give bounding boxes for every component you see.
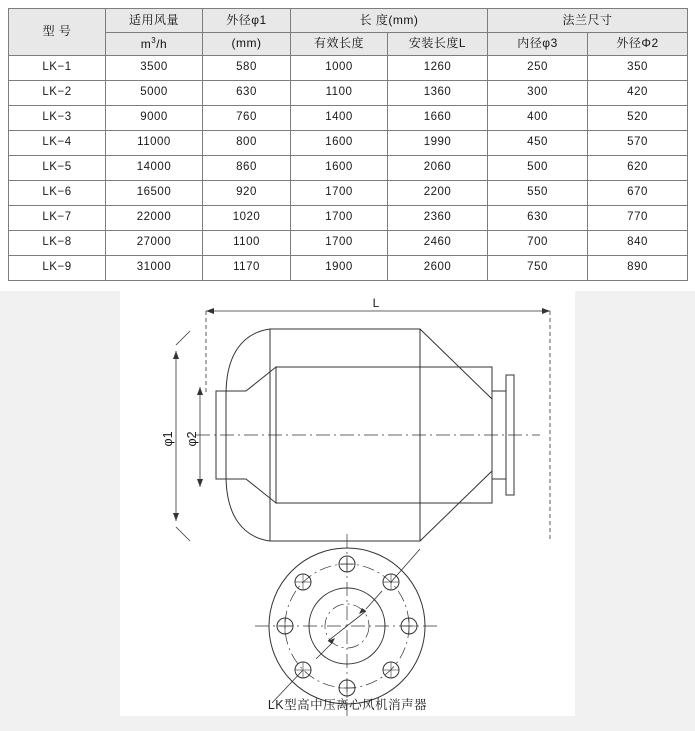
cell-flange-inner-diameter: 400 — [488, 106, 588, 131]
column-header-model: 型 号 — [9, 9, 106, 56]
cell-outer-diameter: 860 — [203, 156, 291, 181]
label-length-L: L — [372, 296, 380, 310]
cell-airflow: 3500 — [106, 56, 203, 81]
cell-flange-inner-diameter: 250 — [488, 56, 588, 81]
table-row — [9, 206, 688, 231]
cell-model: LK−5 — [9, 156, 106, 181]
column-header-flange-outer-diameter: 外径Φ2 — [588, 33, 688, 56]
cell-outer-diameter: 920 — [203, 181, 291, 206]
cell-flange-outer-diameter: 770 — [588, 206, 688, 231]
silencer-technical-drawing — [120, 291, 575, 716]
column-header-install-length: 安装长度L — [388, 33, 488, 56]
cell-effective-length: 1700 — [291, 181, 388, 206]
flange-front-view — [255, 534, 439, 716]
cell-model: LK−2 — [9, 81, 106, 106]
column-header-flange-group: 法兰尺寸 — [488, 9, 688, 33]
label-phi2: φ2 — [185, 431, 199, 447]
cell-model: LK−9 — [9, 256, 106, 281]
cell-airflow: 14000 — [106, 156, 203, 181]
cell-flange-outer-diameter: 840 — [588, 231, 688, 256]
column-header-airflow: 适用风量 — [106, 9, 203, 33]
table-head — [9, 9, 688, 56]
table-row — [9, 131, 688, 156]
cell-outer-diameter: 580 — [203, 56, 291, 81]
figure-area — [0, 291, 695, 731]
cell-effective-length: 1700 — [291, 231, 388, 256]
cell-install-length: 2600 — [388, 256, 488, 281]
cell-effective-length: 1700 — [291, 206, 388, 231]
cell-effective-length: 1900 — [291, 256, 388, 281]
table-body — [9, 56, 688, 281]
cell-flange-inner-diameter: 700 — [488, 231, 588, 256]
column-header-airflow-unit: $m^3/h$ — [106, 33, 203, 56]
spec-table-container — [0, 0, 695, 281]
cell-flange-inner-diameter: 750 — [488, 256, 588, 281]
table-row — [9, 156, 688, 181]
cell-flange-inner-diameter: 550 — [488, 181, 588, 206]
cell-model: LK−4 — [9, 131, 106, 156]
table-row — [9, 81, 688, 106]
cell-model: LK−6 — [9, 181, 106, 206]
cell-install-length: 1360 — [388, 81, 488, 106]
dimension-length — [206, 308, 550, 541]
table-row — [9, 106, 688, 131]
cell-outer-diameter: 800 — [203, 131, 291, 156]
cell-effective-length: 1100 — [291, 81, 388, 106]
table-header-row-2 — [9, 33, 688, 56]
cell-airflow: 31000 — [106, 256, 203, 281]
column-header-effective-length: 有效长度 — [291, 33, 388, 56]
cell-outer-diameter: 1170 — [203, 256, 291, 281]
cell-effective-length: 1600 — [291, 156, 388, 181]
table-row — [9, 256, 688, 281]
cell-airflow: 5000 — [106, 81, 203, 106]
cell-install-length: 2360 — [388, 206, 488, 231]
table-row — [9, 231, 688, 256]
cell-flange-outer-diameter: 520 — [588, 106, 688, 131]
table-row — [9, 56, 688, 81]
cell-effective-length: 1400 — [291, 106, 388, 131]
cell-flange-outer-diameter: 890 — [588, 256, 688, 281]
label-phi1: φ1 — [161, 431, 175, 447]
spec-table — [8, 8, 688, 281]
cell-install-length: 1260 — [388, 56, 488, 81]
cell-outer-diameter: 1100 — [203, 231, 291, 256]
cell-outer-diameter: 1020 — [203, 206, 291, 231]
cell-install-length: 1990 — [388, 131, 488, 156]
cell-airflow: 27000 — [106, 231, 203, 256]
cell-model: LK−8 — [9, 231, 106, 256]
cell-effective-length: 1600 — [291, 131, 388, 156]
cell-flange-inner-diameter: 450 — [488, 131, 588, 156]
cell-airflow: 11000 — [106, 131, 203, 156]
cell-effective-length: 1000 — [291, 56, 388, 81]
column-header-outer-diameter-unit: (mm) — [203, 33, 291, 56]
cell-install-length: 2200 — [388, 181, 488, 206]
column-header-outer-diameter: 外径φ1 — [203, 9, 291, 33]
cell-airflow: 22000 — [106, 206, 203, 231]
cell-install-length: 1660 — [388, 106, 488, 131]
cell-install-length: 2460 — [388, 231, 488, 256]
figure-caption: LK型高中压离心风机消声器 — [267, 698, 428, 712]
column-header-flange-inner-diameter: 内径φ3 — [488, 33, 588, 56]
table-row — [9, 181, 688, 206]
cell-model: LK−7 — [9, 206, 106, 231]
table-header-row-1 — [9, 9, 688, 33]
cell-flange-outer-diameter: 670 — [588, 181, 688, 206]
cell-flange-inner-diameter: 500 — [488, 156, 588, 181]
cell-flange-outer-diameter: 350 — [588, 56, 688, 81]
cell-flange-outer-diameter: 620 — [588, 156, 688, 181]
cell-outer-diameter: 630 — [203, 81, 291, 106]
cell-flange-outer-diameter: 570 — [588, 131, 688, 156]
cell-model: LK−1 — [9, 56, 106, 81]
cell-model: LK−3 — [9, 106, 106, 131]
cell-outer-diameter: 760 — [203, 106, 291, 131]
cell-flange-outer-diameter: 420 — [588, 81, 688, 106]
cell-airflow: 9000 — [106, 106, 203, 131]
cell-install-length: 2060 — [388, 156, 488, 181]
column-header-length-group: 长 度(mm) — [291, 9, 488, 33]
cell-flange-inner-diameter: 300 — [488, 81, 588, 106]
figure-card — [120, 291, 575, 716]
cell-flange-inner-diameter: 630 — [488, 206, 588, 231]
cell-airflow: 16500 — [106, 181, 203, 206]
